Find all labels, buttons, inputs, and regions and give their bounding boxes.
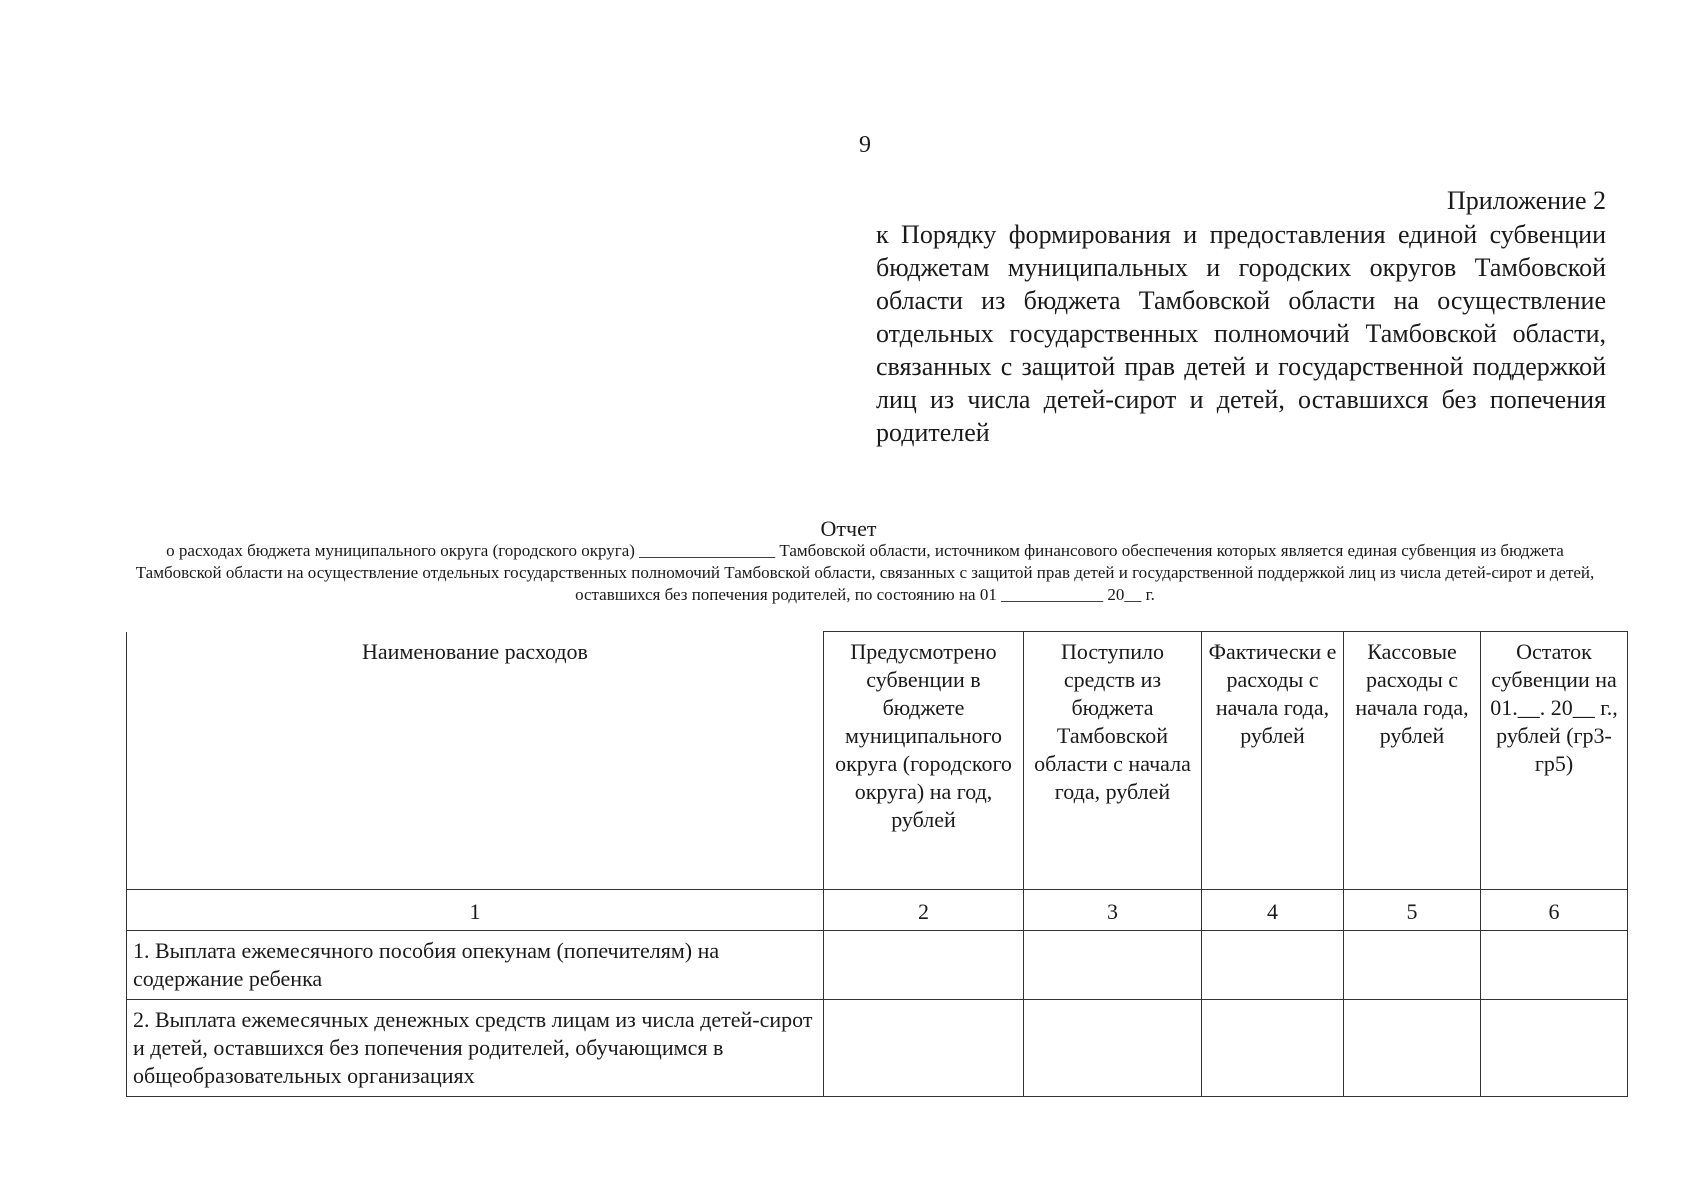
appendix-text: к Порядку формирования и предоставления единой субвенции бюджетам муниципальных и городских округов Тамбовской области из бюджета Тамбовской области на осуществление отдельных государственных полномочий Тамбовской области, связанных с защитой прав детей и государственной поддержкой лиц из числа детей-сирот и детей, оставшихся без попечения родителей xyxy=(876,220,1606,447)
header-cell-planned: Предусмотрено субвенции в бюджете муниципального округа (городского округа) на год, рублей xyxy=(824,632,1024,890)
table-cell xyxy=(1024,1000,1202,1097)
table-cell xyxy=(1481,931,1628,1000)
column-number: 1 xyxy=(127,890,824,931)
table-cell xyxy=(824,931,1024,1000)
report-subtitle: о расходах бюджета муниципального округа (городского округа) ________________ Тамбовской области, источником финансового обеспечения которых является единая субвенция из бюджета Тамбовской области на осуществление отдельных государственных полномочий Тамбовской области, связанных с защитой прав детей и государственной поддержкой лиц из числа детей-сирот и детей, оставшихся без попечения родителей, по состоянию на 01 ____________ 20__ г. xyxy=(135,541,1595,604)
row-name: 2. Выплата ежемесячных денежных средств лицам из числа детей-сирот и детей, оставшихся без попечения родителей, обучающимся в общеобразовательных организациях xyxy=(127,1000,824,1097)
header-cell-actual: Фактически е расходы с начала года, рублей xyxy=(1202,632,1344,890)
column-number: 5 xyxy=(1344,890,1481,931)
header-cell-cash: Кассовые расходы с начала года, рублей xyxy=(1344,632,1481,890)
report-title: Отчет xyxy=(820,516,877,541)
column-number: 4 xyxy=(1202,890,1344,931)
table-cell xyxy=(1344,1000,1481,1097)
header-cell-name: Наименование расходов xyxy=(127,632,824,890)
row-name: 1. Выплата ежемесячного пособия опекунам (попечителям) на содержание ребенка xyxy=(127,931,824,1000)
table-cell xyxy=(1344,931,1481,1000)
table-cell xyxy=(1202,931,1344,1000)
table-row xyxy=(127,931,1628,1000)
column-number: 3 xyxy=(1024,890,1202,931)
table-cell xyxy=(1481,1000,1628,1097)
column-number-row xyxy=(127,890,1628,931)
header-cell-balance: Остаток субвенции на 01.__. 20__ г., рублей (гр3-гр5) xyxy=(1481,632,1628,890)
column-number: 2 xyxy=(824,890,1024,931)
header-cell-received: Поступило средств из бюджета Тамбовской области с начала года, рублей xyxy=(1024,632,1202,890)
table-row xyxy=(127,1000,1628,1097)
page-number: 9 xyxy=(859,132,871,158)
table-cell xyxy=(1202,1000,1344,1097)
table-cell xyxy=(1024,931,1202,1000)
column-number: 6 xyxy=(1481,890,1628,931)
table-cell xyxy=(824,1000,1024,1097)
appendix-title: Приложение 2 xyxy=(1446,186,1606,215)
report-table xyxy=(126,631,1628,1097)
header-row xyxy=(127,632,1628,890)
